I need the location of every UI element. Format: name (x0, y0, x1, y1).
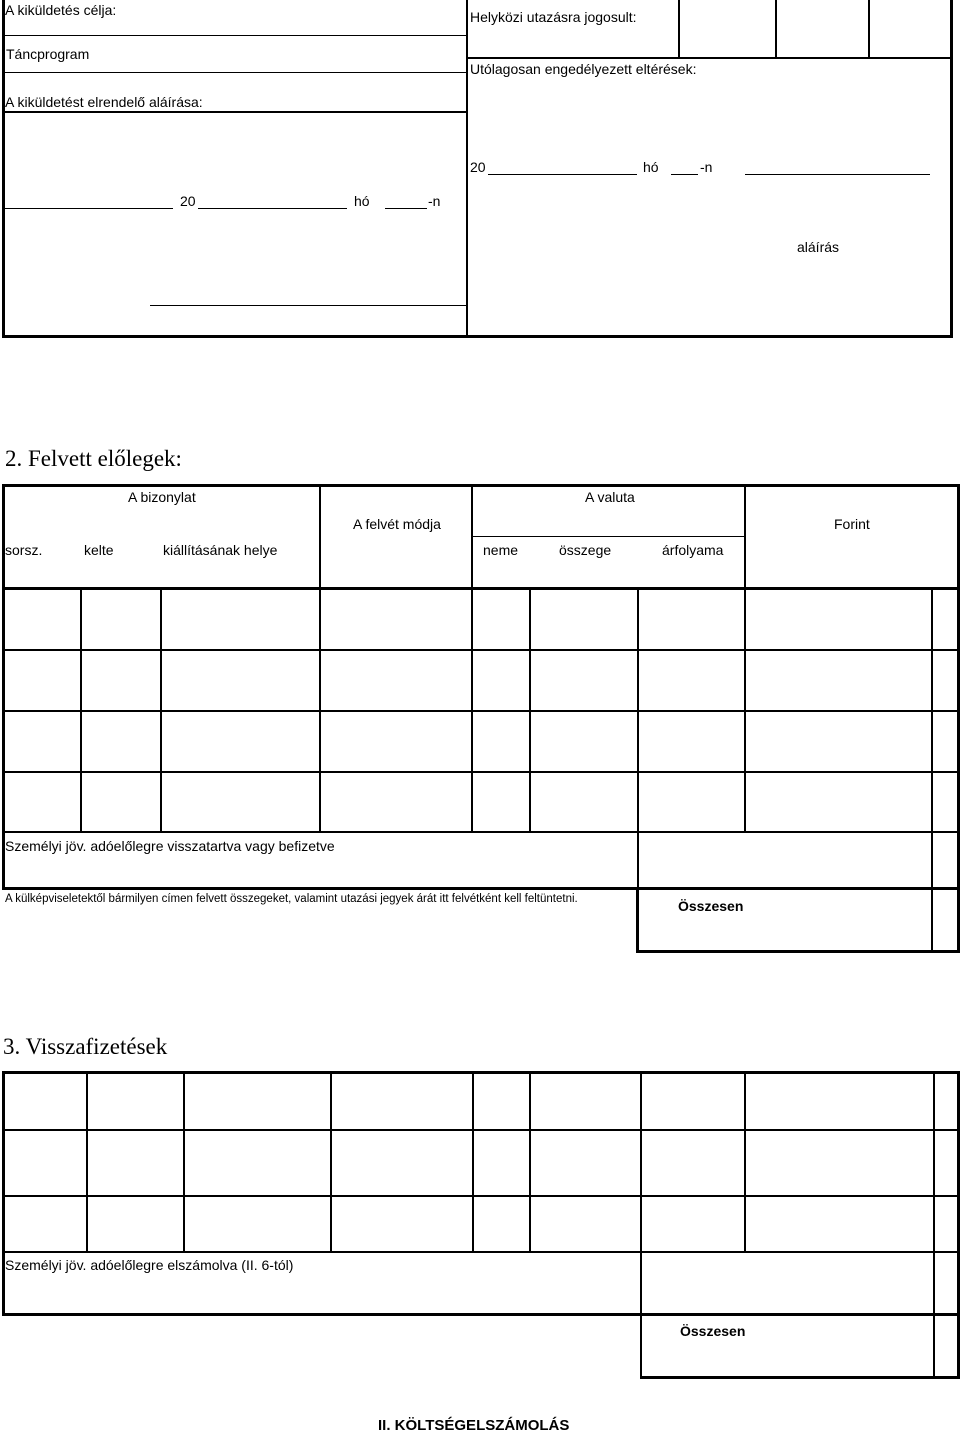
purpose-value[interactable]: Táncprogram (6, 46, 90, 62)
repayments-heading: 3. Visszafizetések (3, 1034, 168, 1059)
adv-col-div-method (319, 484, 321, 588)
date-left-month: hó (354, 193, 370, 209)
top-section (0, 0, 960, 340)
date-left-blank-2[interactable] (198, 208, 347, 209)
adv-note: A külképviseletektől bármilyen címen felvett összegeket, valamint utazási jegyek árát itt felvétként kell feltüntetni. (5, 893, 578, 905)
rep-top-border (2, 1071, 960, 1074)
advances-heading: 2. Felvett előlegek: (5, 446, 182, 471)
rep-col-7 (744, 1071, 746, 1252)
adv-row-line-2 (2, 710, 960, 712)
intercity-box-1 (678, 0, 680, 58)
adv-row-line-1 (2, 649, 960, 651)
adv-col-method: A felvét módja (353, 516, 441, 532)
top-frame-bottom (2, 335, 953, 338)
adv-col-forint: Forint (834, 516, 870, 532)
rep-total-bottom (640, 1376, 960, 1379)
orderer-row-line (4, 111, 467, 113)
purpose-label: A kiküldetés célja: (5, 2, 117, 18)
rep-total-label: Összesen (680, 1323, 746, 1339)
adv-col-rate: árfolyama (662, 542, 724, 558)
rep-col-8 (933, 1071, 935, 1379)
adv-body-col-2 (160, 588, 162, 832)
adv-row-line-4 (2, 831, 960, 833)
adv-body-col-3 (319, 588, 321, 832)
adv-tax-row-label: Személyi jöv. adóelőlegre visszatartva vagy befizetve (5, 838, 335, 854)
adv-body-top-line (2, 587, 960, 590)
adv-col-date: kelte (84, 542, 114, 558)
adv-body-col-7 (744, 588, 746, 832)
adv-total-bottom (636, 950, 960, 953)
rep-row-line-1 (2, 1129, 960, 1131)
date-right-blank-1[interactable] (488, 174, 637, 175)
adv-col-type: neme (483, 542, 519, 558)
adv-col-amount: összege (559, 542, 612, 558)
advances-table (0, 484, 960, 954)
adv-tax-row-bottom (2, 887, 960, 890)
date-right-day: -n (700, 159, 713, 175)
repayments-table (0, 1071, 960, 1381)
date-left-year: 20 (180, 193, 196, 209)
signature-label: aláírás (797, 239, 840, 255)
date-right-month: hó (643, 159, 659, 175)
rep-left-border (2, 1071, 5, 1315)
date-right-blank-2[interactable] (671, 174, 698, 175)
adv-col-voucher: A bizonylat (128, 489, 196, 505)
intercity-label: Helyközi utazásra jogosult: (470, 9, 637, 25)
adv-col-place: kiállításának helye (163, 542, 278, 558)
intercity-row-line (467, 57, 953, 59)
purpose-value-row-line (4, 72, 466, 73)
adv-body-col-5 (529, 588, 531, 832)
date-left-day: -n (428, 193, 441, 209)
top-frame-right (950, 0, 953, 338)
adv-currency-subline (473, 536, 744, 537)
orderer-signature-label: A kiküldetést elrendelő aláírása: (5, 94, 203, 110)
date-right-year: 20 (470, 159, 486, 175)
rep-tax-row-bottom (2, 1313, 960, 1316)
orderer-signature-line[interactable] (150, 305, 467, 306)
top-frame-left (2, 0, 5, 338)
adv-body-col-4 (471, 588, 473, 832)
rep-col-6 (640, 1071, 642, 1379)
footer-title: II. KÖLTSÉGELSZÁMOLÁS (378, 1417, 570, 1434)
adv-total-left (636, 887, 639, 953)
date-left-blank-3[interactable] (385, 208, 427, 209)
adv-top-border (2, 484, 960, 487)
adv-total-label: Összesen (678, 898, 744, 914)
intercity-box-3 (868, 0, 870, 58)
rep-col-4 (472, 1071, 474, 1252)
purpose-row-line (4, 35, 466, 36)
top-middle-divider (466, 0, 468, 336)
date-left-blank-1[interactable] (5, 208, 173, 209)
adv-col-serial: sorsz. (5, 542, 43, 558)
rep-col-3 (330, 1071, 332, 1252)
rep-row-line-3 (2, 1251, 960, 1253)
rep-col-2 (183, 1071, 185, 1252)
adv-col-div-forint (744, 484, 746, 588)
signature-blank-line[interactable] (745, 174, 930, 175)
rep-col-5 (529, 1071, 531, 1252)
intercity-box-2 (775, 0, 777, 58)
rep-col-1 (86, 1071, 88, 1252)
adv-col-currency: A valuta (585, 489, 635, 505)
rep-tax-row-label: Személyi jöv. adóelőlegre elszámolva (II. 6-tól) (5, 1257, 294, 1273)
deviations-label: Utólagosan engedélyezett eltérések: (470, 61, 697, 77)
adv-row-line-3 (2, 771, 960, 773)
adv-body-col-1 (80, 588, 82, 832)
adv-body-col-8 (931, 588, 933, 952)
rep-row-line-2 (2, 1195, 960, 1197)
